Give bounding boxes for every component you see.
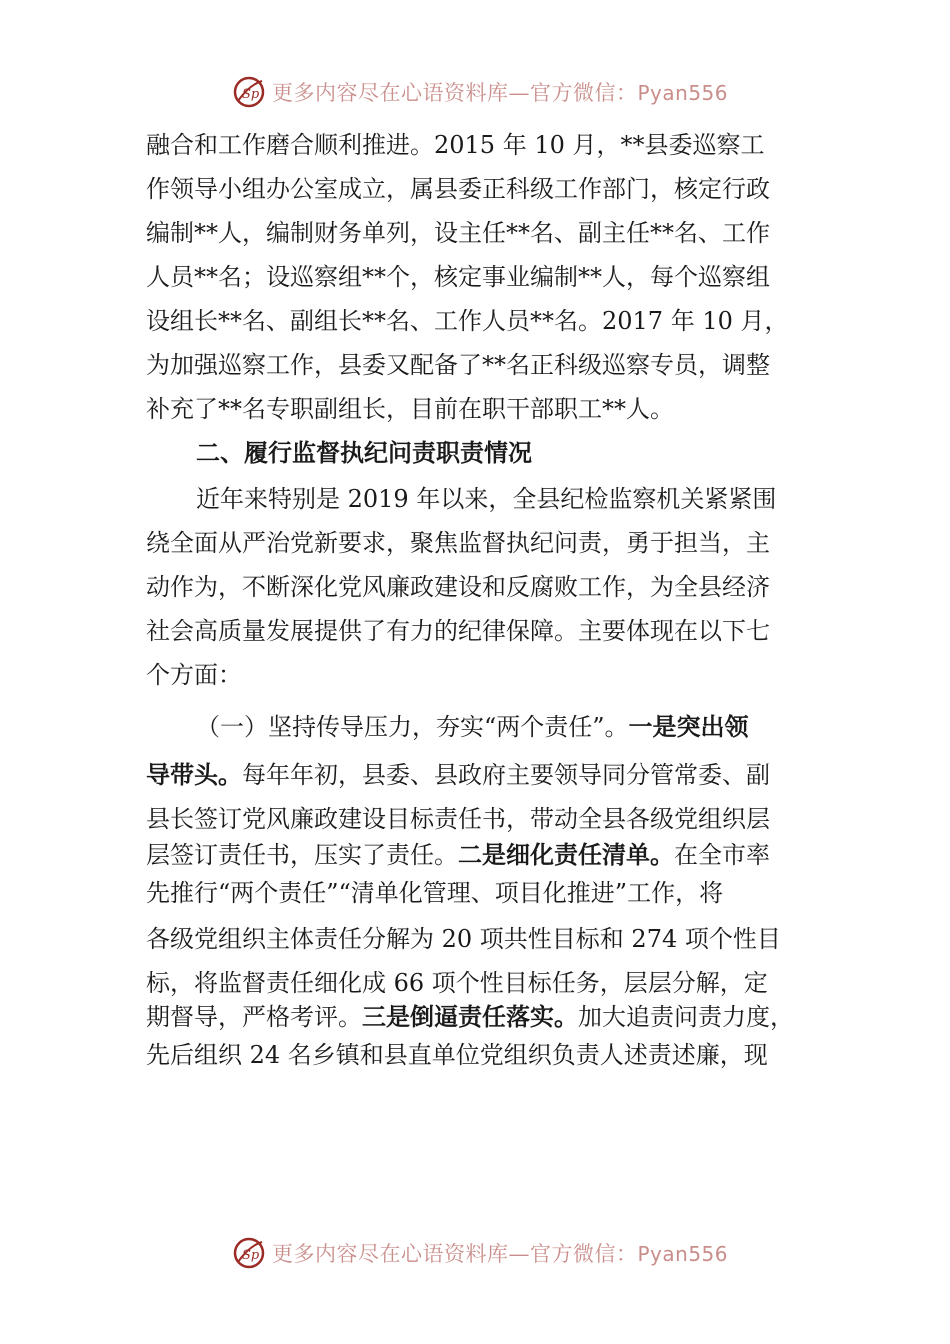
body-line: 标，将监督责任细化成 66 项个性目标任务，层层分解，定	[146, 969, 768, 997]
body-line: 动作为，不断深化党风廉政建设和反腐败工作，为全县经济	[146, 573, 770, 601]
svg-text:Sp: Sp	[242, 87, 260, 102]
watermark-text: 更多内容尽在心语资料库—官方微信：Pyan556	[272, 1242, 729, 1266]
body-line: 各级党组织主体责任分解为 20 项共性目标和 274 项个性目	[146, 925, 781, 953]
body-line: 社会高质量发展提供了有力的纪律保障。主要体现在以下七	[146, 617, 770, 645]
subsection-line	[196, 712, 749, 742]
body-line: 编制**人，编制财务单列，设主任**名、副主任**名、工作	[146, 219, 770, 247]
body-line: 融合和工作磨合顺利推进。2015 年 10 月，**县委巡察工	[146, 131, 765, 159]
watermark-text: 更多内容尽在心语资料库—官方微信：Pyan556	[272, 81, 729, 105]
body-line: 个方面：	[146, 661, 242, 689]
body-line: 设组长**名、副组长**名、工作人员**名。2017 年 10 月，	[146, 307, 789, 335]
body-line: 层签订责任书，压实了责任。二是细化责任清单。在全市率	[146, 841, 770, 869]
bold-lead: 导带头。	[146, 761, 242, 789]
body-line: 县长签订党风廉政建设目标责任书，带动全县各级党组织层	[146, 805, 770, 833]
body-line: 为加强巡察工作，县委又配备了**名正科级巡察专员，调整	[146, 351, 770, 379]
subsection-title: （一）坚持传导压力，夯实“两个责任”。	[196, 713, 629, 741]
body-line: 绕全面从严治党新要求，聚焦监督执纪问责，勇于担当，主	[146, 529, 770, 557]
brand-logo-icon	[232, 75, 266, 109]
bold-lead: 一是突出领	[628, 713, 749, 741]
bold-lead: 二是细化责任清单。	[458, 841, 674, 869]
body-line: 先推行“两个责任”“清单化管理、项目化推进”工作，将	[146, 879, 724, 907]
body-line: 导带头。每年年初，县委、县政府主要领导同分管常委、副	[146, 761, 770, 789]
body-line: 先后组织 24 名乡镇和县直单位党组织负责人述责述廉，现	[146, 1041, 768, 1069]
brand-logo-icon	[232, 1236, 266, 1270]
svg-text:Sp: Sp	[242, 1248, 260, 1263]
watermark-footer	[232, 1233, 728, 1273]
body-line: 作领导小组办公室成立，属县委正科级工作部门，核定行政	[146, 175, 770, 203]
watermark-header	[232, 72, 728, 112]
bold-lead: 三是倒逼责任落实。	[362, 1003, 578, 1031]
body-line: 人员**名；设巡察组**个，核定事业编制**人，每个巡察组	[146, 263, 770, 291]
body-line: 近年来特别是 2019 年以来，全县纪检监察机关紧紧围	[196, 485, 777, 513]
section-heading: 二、履行监督执纪问责职责情况	[196, 439, 532, 467]
body-line: 补充了**名专职副组长，目前在职干部职工**人。	[146, 395, 674, 423]
body-line: 期督导，严格考评。三是倒逼责任落实。加大追责问责力度，	[146, 1003, 794, 1031]
